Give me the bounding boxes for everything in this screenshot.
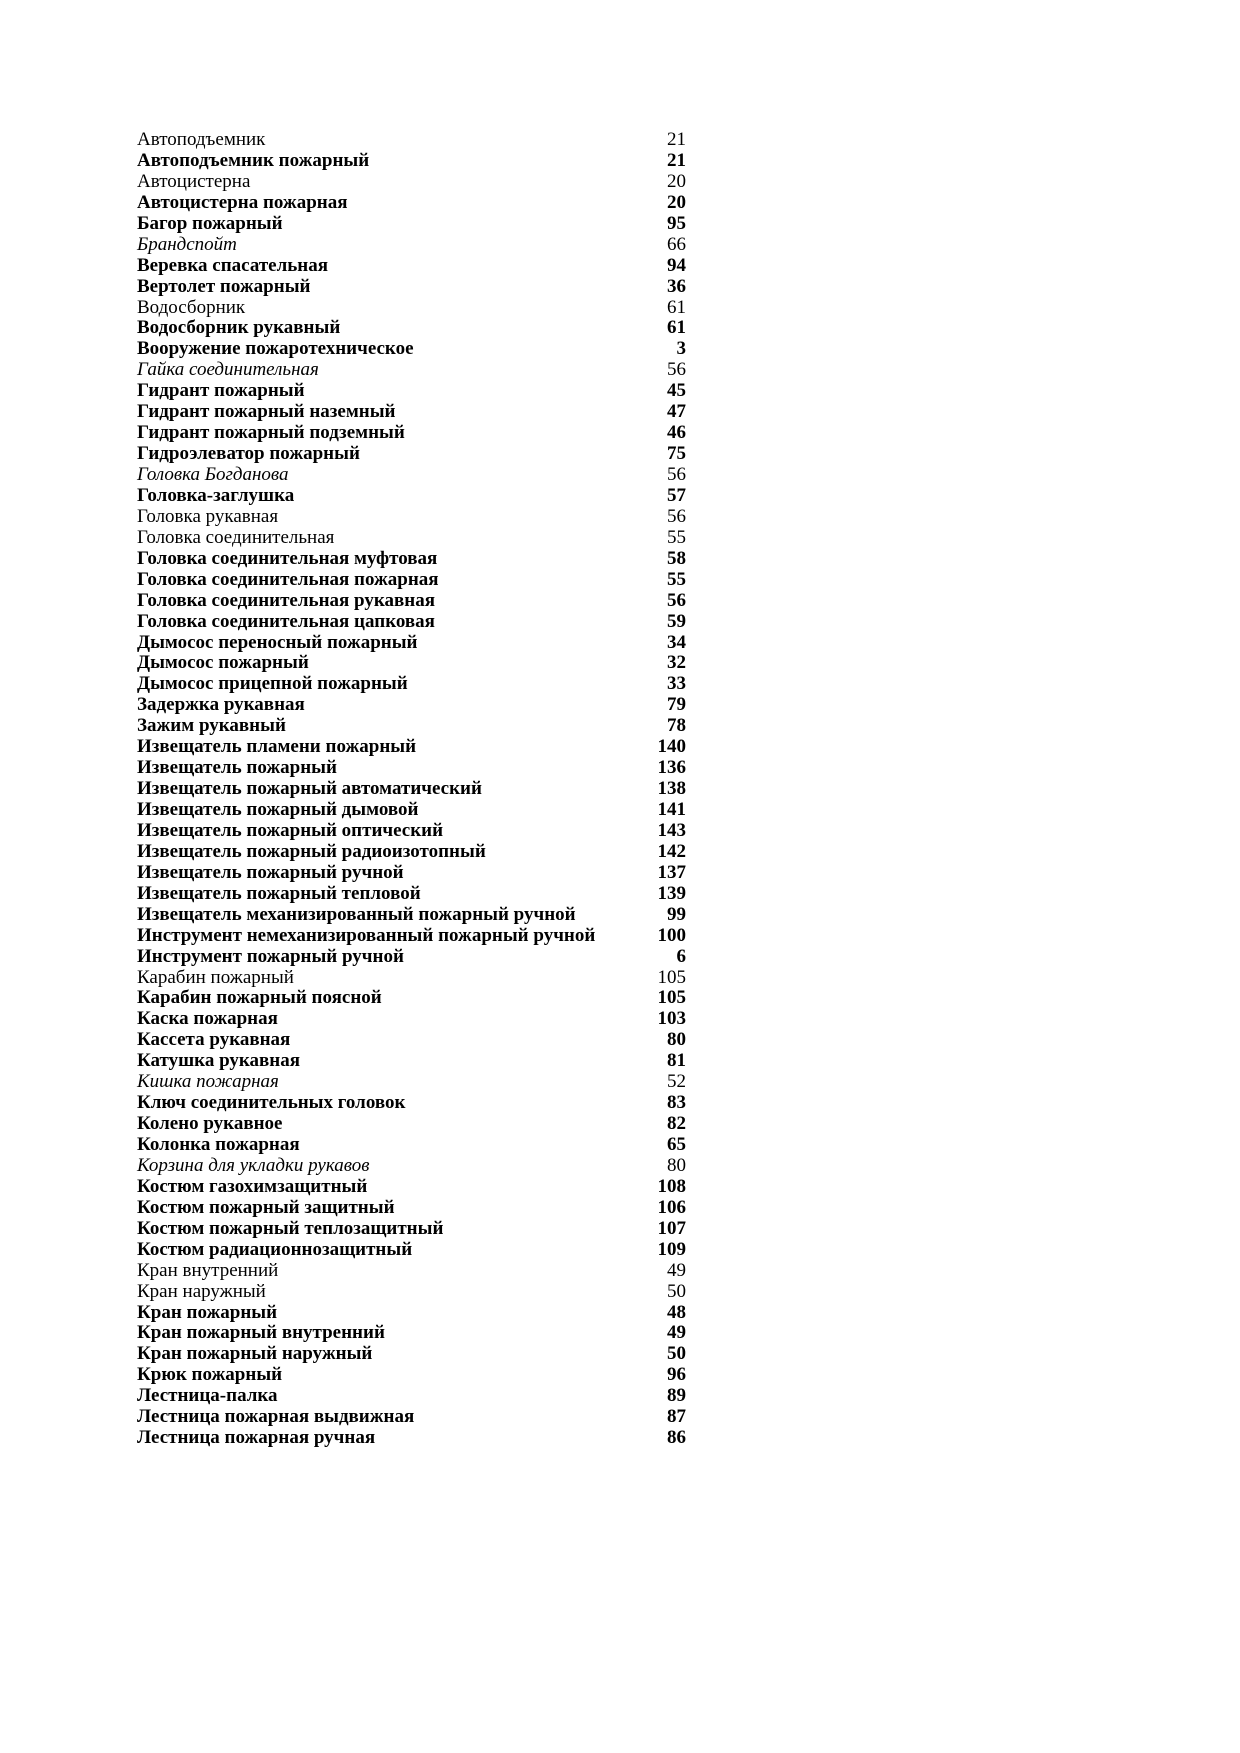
index-page-number: 75 xyxy=(667,443,686,465)
index-term: Лестница-палка xyxy=(137,1385,278,1407)
index-term: Кран наружный xyxy=(137,1280,266,1302)
index-entry-row xyxy=(137,968,686,989)
index-page-number: 47 xyxy=(667,401,686,423)
index-page-number: 49 xyxy=(667,1259,686,1281)
index-term: Вооружение пожаротехническое xyxy=(137,338,414,360)
index-term: Кран внутренний xyxy=(137,1259,279,1281)
index-term: Извещатель пожарный xyxy=(137,757,337,779)
index-entry-row xyxy=(137,1030,686,1051)
index-page-number: 21 xyxy=(667,149,686,171)
index-page-number: 55 xyxy=(667,526,686,548)
index-entry-row xyxy=(137,1219,686,1240)
index-term: Гидрант пожарный подземный xyxy=(137,422,405,444)
index-term: Автоцистерна xyxy=(137,170,251,192)
index-page-number: 20 xyxy=(667,170,686,192)
index-entry-row xyxy=(137,1240,686,1261)
index-term: Извещатель пламени пожарный xyxy=(137,736,417,758)
index-entry-row xyxy=(137,1135,686,1156)
index-entry-row xyxy=(137,381,686,402)
index-term: Кишка пожарная xyxy=(137,1071,279,1093)
index-page-number: 80 xyxy=(667,1029,686,1051)
index-page-number: 48 xyxy=(667,1301,686,1323)
index-page-number: 140 xyxy=(657,736,686,758)
index-entry-row xyxy=(137,318,686,339)
index-entry-row xyxy=(137,1261,686,1282)
index-entry-row xyxy=(137,1051,686,1072)
index-term: Головка соединительная xyxy=(137,526,335,548)
index-term: Лестница пожарная выдвижная xyxy=(137,1406,415,1428)
index-term: Извещатель пожарный дымовой xyxy=(137,799,419,820)
index-term: Инструмент пожарный ручной xyxy=(137,945,404,967)
index-entry-row xyxy=(137,947,686,968)
index-page-number: 6 xyxy=(676,945,686,967)
index-page-number: 95 xyxy=(667,212,686,234)
index-entry-row xyxy=(137,800,686,821)
index-page-number: 61 xyxy=(667,317,686,339)
index-entry-row xyxy=(137,1386,686,1407)
index-term: Костюм газохимзащитный xyxy=(137,1175,368,1197)
index-page-number: 58 xyxy=(667,547,686,569)
index-page-number: 66 xyxy=(667,233,686,255)
index-page-number: 107 xyxy=(657,1217,686,1239)
index-list xyxy=(137,130,686,1449)
index-entry-row xyxy=(137,507,686,528)
index-page-number: 138 xyxy=(657,778,686,800)
index-page-number: 36 xyxy=(667,275,686,297)
index-entry-row xyxy=(137,298,686,319)
index-term: Колонка пожарная xyxy=(137,1134,300,1155)
index-entry-row xyxy=(137,402,686,423)
index-term: Костюм пожарный защитный xyxy=(137,1196,395,1218)
index-entry-row xyxy=(137,863,686,884)
index-page-number: 61 xyxy=(667,296,686,318)
index-entry-row xyxy=(137,1156,686,1177)
index-entry-row xyxy=(137,988,686,1009)
index-page-number: 56 xyxy=(667,589,686,611)
index-page-number: 143 xyxy=(657,819,686,841)
index-entry-row xyxy=(137,716,686,737)
index-page-number: 81 xyxy=(667,1050,686,1072)
index-page-number: 141 xyxy=(657,799,686,820)
index-page-number: 34 xyxy=(667,631,686,653)
index-term: Крюк пожарный xyxy=(137,1364,283,1386)
index-page-number: 49 xyxy=(667,1322,686,1344)
index-entry-row xyxy=(137,235,686,256)
index-term: Задержка рукавная xyxy=(137,694,305,716)
index-entry-row xyxy=(137,591,686,612)
index-page-number: 100 xyxy=(657,924,686,946)
index-page-number: 108 xyxy=(657,1175,686,1197)
index-term: Лестница пожарная ручная xyxy=(137,1427,376,1449)
index-page-number: 20 xyxy=(667,191,686,213)
index-entry-row xyxy=(137,1072,686,1093)
index-page-number: 45 xyxy=(667,380,686,402)
index-term: Дымосос пожарный xyxy=(137,652,309,674)
index-term: Катушка рукавная xyxy=(137,1050,301,1072)
index-entry-row xyxy=(137,1093,686,1114)
index-page-number: 32 xyxy=(667,652,686,674)
index-entry-row xyxy=(137,1177,686,1198)
index-term: Гидроэлеватор пожарный xyxy=(137,443,360,465)
index-entry-row xyxy=(137,256,686,277)
index-entry-row xyxy=(137,905,686,926)
index-page-number: 142 xyxy=(657,840,686,862)
index-entry-row xyxy=(137,151,686,172)
index-term: Кран пожарный наружный xyxy=(137,1343,373,1365)
index-term: Веревка спасательная xyxy=(137,254,329,276)
index-entry-row xyxy=(137,214,686,235)
index-page-number: 86 xyxy=(667,1427,686,1449)
index-page-number: 105 xyxy=(657,987,686,1009)
index-term: Багор пожарный xyxy=(137,212,283,234)
index-entry-row xyxy=(137,1365,686,1386)
index-term: Извещатель пожарный автоматический xyxy=(137,778,482,800)
index-entry-row xyxy=(137,1407,686,1428)
index-term: Вертолет пожарный xyxy=(137,275,311,297)
index-term: Костюм пожарный теплозащитный xyxy=(137,1217,444,1239)
index-entry-row xyxy=(137,1198,686,1219)
index-term: Дымосос переносный пожарный xyxy=(137,631,418,653)
index-term: Карабин пожарный поясной xyxy=(137,987,382,1009)
index-term: Кассета рукавная xyxy=(137,1029,291,1051)
index-page-number: 103 xyxy=(657,1008,686,1030)
index-entry-row xyxy=(137,926,686,947)
index-term: Автоподъемник xyxy=(137,129,266,150)
index-page-number: 136 xyxy=(657,757,686,779)
index-page-number: 50 xyxy=(667,1280,686,1302)
index-term: Каска пожарная xyxy=(137,1008,278,1030)
index-page-number: 82 xyxy=(667,1113,686,1135)
index-entry-row xyxy=(137,423,686,444)
index-page-number: 50 xyxy=(667,1343,686,1365)
index-page-number: 99 xyxy=(667,903,686,925)
index-entry-row xyxy=(137,1282,686,1303)
index-term: Головка соединительная пожарная xyxy=(137,568,439,590)
index-entry-row xyxy=(137,1344,686,1365)
index-entry-row xyxy=(137,444,686,465)
index-term: Извещатель пожарный оптический xyxy=(137,819,444,841)
index-entry-row xyxy=(137,465,686,486)
index-term: Гайка соединительная xyxy=(137,359,319,381)
index-entry-row xyxy=(137,1428,686,1449)
index-term: Дымосос прицепной пожарный xyxy=(137,673,408,695)
index-entry-row xyxy=(137,193,686,214)
index-entry-row xyxy=(137,737,686,758)
index-entry-row xyxy=(137,528,686,549)
index-term: Карабин пожарный xyxy=(137,966,294,988)
index-entry-row xyxy=(137,1323,686,1344)
index-page-number: 57 xyxy=(667,484,686,506)
index-term: Головка соединительная муфтовая xyxy=(137,547,438,569)
index-page-number: 106 xyxy=(657,1196,686,1218)
index-term: Водосборник рукавный xyxy=(137,317,341,339)
index-page-number: 46 xyxy=(667,422,686,444)
index-page-number: 33 xyxy=(667,673,686,695)
index-page-number: 78 xyxy=(667,715,686,737)
index-term: Зажим рукавный xyxy=(137,715,286,737)
index-page-number: 3 xyxy=(676,338,686,360)
index-entry-row xyxy=(137,1303,686,1324)
index-page-number: 139 xyxy=(657,882,686,904)
index-entry-row xyxy=(137,339,686,360)
index-entry-row xyxy=(137,130,686,151)
index-entry-row xyxy=(137,842,686,863)
index-entry-row xyxy=(137,758,686,779)
index-term: Головка-заглушка xyxy=(137,484,295,506)
index-page-number: 89 xyxy=(667,1385,686,1407)
index-entry-row xyxy=(137,570,686,591)
index-page-number: 105 xyxy=(657,966,686,988)
index-term: Извещатель пожарный тепловой xyxy=(137,882,421,904)
index-term: Головка соединительная рукавная xyxy=(137,589,436,611)
index-page-number: 94 xyxy=(667,254,686,276)
index-entry-row xyxy=(137,674,686,695)
index-term: Извещатель пожарный радиоизотопный xyxy=(137,840,486,862)
index-entry-row xyxy=(137,884,686,905)
index-entry-row xyxy=(137,486,686,507)
index-page-number: 56 xyxy=(667,359,686,381)
index-entry-row xyxy=(137,695,686,716)
index-term: Извещатель механизированный пожарный ручной xyxy=(137,903,576,925)
index-entry-row xyxy=(137,1009,686,1030)
index-page-number: 59 xyxy=(667,610,686,632)
index-entry-row xyxy=(137,172,686,193)
index-entry-row xyxy=(137,549,686,570)
index-page-number: 21 xyxy=(667,129,686,150)
index-entry-row xyxy=(137,821,686,842)
index-entry-row xyxy=(137,779,686,800)
index-page-number: 79 xyxy=(667,694,686,716)
index-term: Головка рукавная xyxy=(137,505,279,527)
index-page-number: 109 xyxy=(657,1238,686,1260)
index-page-number: 83 xyxy=(667,1092,686,1114)
index-entry-row xyxy=(137,653,686,674)
index-term: Ключ соединительных головок xyxy=(137,1092,406,1114)
index-page-number: 65 xyxy=(667,1134,686,1155)
index-term: Кран пожарный xyxy=(137,1301,278,1323)
index-term: Извещатель пожарный ручной xyxy=(137,861,404,883)
index-term: Брандспойт xyxy=(137,233,237,255)
index-entry-row xyxy=(137,1114,686,1135)
index-page-number: 87 xyxy=(667,1406,686,1428)
index-term: Колено рукавное xyxy=(137,1113,283,1135)
index-entry-row xyxy=(137,360,686,381)
index-page-number: 55 xyxy=(667,568,686,590)
index-page-number: 80 xyxy=(667,1154,686,1176)
index-page-number: 56 xyxy=(667,505,686,527)
index-term: Головка Богданова xyxy=(137,464,289,485)
index-term: Головка соединительная цапковая xyxy=(137,610,435,632)
index-term: Автоподъемник пожарный xyxy=(137,149,370,171)
index-page-number: 96 xyxy=(667,1364,686,1386)
index-term: Корзина для укладки рукавов xyxy=(137,1154,370,1176)
index-page-number: 52 xyxy=(667,1071,686,1093)
index-term: Костюм радиационнозащитный xyxy=(137,1238,413,1260)
index-term: Водосборник xyxy=(137,296,246,318)
index-entry-row xyxy=(137,277,686,298)
index-term: Автоцистерна пожарная xyxy=(137,191,348,213)
index-term: Инструмент немеханизированный пожарный ручной xyxy=(137,924,596,946)
index-page-number: 56 xyxy=(667,464,686,485)
index-term: Гидрант пожарный xyxy=(137,380,305,402)
index-term: Гидрант пожарный наземный xyxy=(137,401,396,423)
index-page-number: 137 xyxy=(657,861,686,883)
index-entry-row xyxy=(137,633,686,654)
index-entry-row xyxy=(137,612,686,633)
index-term: Кран пожарный внутренний xyxy=(137,1322,385,1344)
